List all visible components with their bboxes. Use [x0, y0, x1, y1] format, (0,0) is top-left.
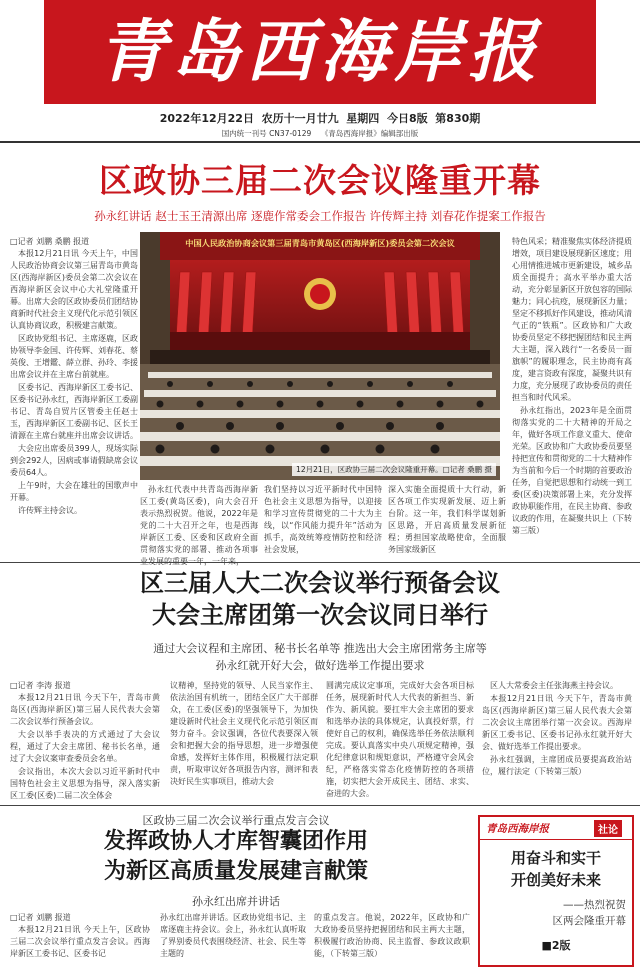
- article3-column-3: 的重点发言。他说，2022年，区政协和广大政协委员坚持把握团结和民主两大主题，积极履行政治协商、民主监督、参政议政职能，（下转第三版）: [314, 913, 470, 958]
- article1-column-1: [10, 248, 138, 558]
- conference-photo: [140, 232, 500, 480]
- article2-column-1: [10, 692, 160, 800]
- publication-info: [0, 128, 640, 139]
- editorial-title-line1: 用奋斗和实干: [510, 849, 601, 867]
- cn-number: 国内统一刊号 CN37-0129: [221, 129, 312, 138]
- article3-column-1: 本报12月21日讯 今天上午，区政协三届二次会议举行重点发言会议。西海岸新区工委书记、区委书记: [10, 925, 150, 958]
- article1-headline: 区政协三届二次会议隆重开幕: [99, 161, 541, 200]
- section-divider: [0, 562, 640, 563]
- article3-headline-line1: 发挥政协人才库智囊团作用: [103, 829, 368, 854]
- issue-date: 2022年12月22日: [159, 112, 254, 125]
- paragraph: 许传辉主持会议。: [18, 506, 82, 515]
- paragraph: 上午9时，大会在雄壮的国歌声中开幕。: [10, 481, 138, 502]
- article3-headline-line2: 为新区高质量发展建言献策: [103, 859, 368, 884]
- masthead-rule: [0, 141, 640, 143]
- article3-subheadline: 孙永红出席并讲话: [192, 895, 280, 908]
- paragraph: 本报12月21日讯 今天上午，中国人民政治协商会议第三届青岛市黄岛区(西海岸新区)委员会第二次会议在西海岸新区会议中心大礼堂隆重开幕。出席大会的区政协委员们团结协商新时代社会主义现代化示范引领区认真协商议政，积极建言献策。: [10, 249, 138, 330]
- article2-byline: □记者 李涛 报道: [10, 681, 71, 690]
- article2-subheadline-1: 通过大会议程和主席团、秘书长名单等 推选出大会主席团常务主席等: [153, 642, 487, 655]
- article1-subheadline: 孙永红讲话 赵士玉王清源出席 逐鹿作常委会工作报告 许传辉主持 刘春花作提案工作报告: [94, 209, 546, 223]
- photo-banner-text: 中国人民政治协商会议第三届青岛市黄岛区(西海岸新区)委员会第二次会议: [185, 238, 455, 248]
- editorial-page-reference[interactable]: ■2版: [541, 939, 571, 952]
- paragraph: 大会应出席委员399人，现场实际到会292人，因病或事请假缺席会议委员64人。: [10, 444, 138, 477]
- article1-byline: □记者 刘鹏 桑鹏 报道: [10, 237, 90, 246]
- paragraph: 本报12月21日讯 今天下午，青岛市黄岛区(西海岸新区)第三届人民代表大会第二次会议举行预备会议。: [10, 693, 160, 726]
- paragraph: 会议指出，本次大会以习近平新时代中国特色社会主义思想为指导，深入落实新区工委(区委)二届二次全体会: [10, 767, 160, 800]
- paragraph: 大会以举手表决的方式通过了大会议程，通过了大会主席团、秘书长名单，通过了大会议案审查委员会名单。: [10, 730, 160, 763]
- publisher: 《青岛西海岸报》编辑部出版: [320, 129, 419, 138]
- article2-headline-line2: 大会主席团第一次会议同日举行: [152, 601, 488, 629]
- editorial-tag: 社论: [594, 820, 622, 837]
- article1-column-5: [512, 236, 632, 558]
- paragraph: 区委书记、西海岸新区工委书记、区委书记孙永红，西海岸新区工委副书记、青岛自贸片区管委主任赵士玉，西海岸新区工委副书记、区长王清源在主席台就座并出席会议讲话。: [10, 383, 138, 440]
- photo-illustration: [140, 232, 500, 480]
- masthead-banner: [44, 0, 596, 104]
- dateline: [0, 110, 640, 126]
- section-divider: [0, 805, 640, 806]
- editorial-brand: 青岛西海岸报: [486, 823, 549, 835]
- paragraph: 本报12月21日讯 今天下午，青岛市黄岛区(西海岸新区)第三届人民代表大会第二次会议主席团举行第一次会议。西海岸新区工委书记、区委书记孙永红就开好大会、做好选举工作提出要求。: [482, 694, 632, 751]
- article3-column-2: 孙永红出席并讲话。区政协党组书记、主席逐鹿主持会议。会上，孙永红认真听取了界别委员代表围绕经济、社会、民生等主题的: [160, 913, 306, 958]
- article1-column-4: 深入实施全面提质十大行动，新区各项工作实现新发展、迈上新台阶。这一年，我们科学谋划新区思路，开启高质量发展新征程；勇担国家战略使命，全面服务国家级新区: [388, 485, 506, 554]
- article3-byline: □记者 刘鹏 报道: [10, 913, 71, 922]
- lunar-date: 农历十一月廿九: [261, 112, 339, 125]
- article3-kicker: 区政协三届二次会议举行重点发言会议: [142, 814, 330, 827]
- paragraph: 特色风采；精准聚焦实体经济提质增效，项目建设展现新区速度；用心用情推进城市更新建设，城乡品质全面提升；高水平举办重大活动，充分彰显新区开放包容的国际魅力；同心抗疫，展现新区力量；坚定不移抓好作风建设，推动风清气正的“铁瓶”。区政协和广大政协委员坚定不移把握团结和民主两大主题，深入践行“一名委员一面旗帜”的履职理念，民主协商有高度，建言资政有深度，凝聚共识有力度，充分展现了政协委员的责任担当和时代风采。: [512, 237, 632, 402]
- article2-headline-line1: 区三届人大二次会议举行预备会议: [140, 569, 500, 597]
- editorial-title-line2: 开创美好未来: [510, 871, 601, 889]
- editorial-subtitle-line1: ——热烈祝贺: [563, 899, 626, 911]
- paragraph: 区政协党组书记、主席逐鹿，区政协领导李金国、许传辉、刘春花、蔡英俊、王增鑑、薛立群、孙玲、李援出席会议并在主席台前就座。: [10, 334, 138, 379]
- editorial-header: [480, 817, 632, 840]
- editorial-box[interactable]: [478, 815, 634, 967]
- article1-column-2: 孙永红代表中共青岛西海岸新区工委(黄岛区委)，向大会召开表示热烈祝贺。他说，2022年是党的二十大召开之年，也是西海岸新区工委、区委和区政府全面贯彻落实党的部署、推动各项事: [140, 485, 258, 554]
- article2-column-4: [482, 680, 632, 800]
- paragraph: 孙永红指出，2023年是全面贯彻落实党的二十大精神的开局之年，做好各项工作意义重大、使命光荣。区政协和广大政协委员要坚持把宣传和贯彻党的二十大精神作为当前和今后一个时期的首要政治任务，自觉把思想和行动统一到工委(区委)决策部署上来，充分发挥政协职能作用，在民主协商、参政议政的作用，在凝聚共识上（下转第三版）: [512, 406, 632, 535]
- issue-number: 第830期: [435, 112, 481, 125]
- editorial-subtitle-line2: 区两会隆重开幕: [552, 915, 626, 927]
- weekday: 星期四: [346, 112, 380, 125]
- paragraph: 孙永红强调，主席团成员要提高政治站位，履行法定（下转第三版）: [482, 755, 632, 776]
- article2-column-3: 圆满完成议定事项，完成好大会各项目标任务，展现新时代人大代表的新担当、新作为、新风貌。要扛牢大会主席团的要求和选举办法的具体规定，认真投好票，行使好自己的权利，确保选举任务依法顺利完成。要认真落实中央八项规定精神，强化纪律意识和规矩意识，严格遵守会风会纪，严格落实常态化疫情防控的各项措施，切实把大会开成民主、团结、求实、奋进的大会。: [326, 681, 474, 798]
- article2-subheadline-2: 孙永红就开好大会，做好选举工作提出要求: [215, 659, 425, 672]
- page-count: 今日8版: [386, 112, 428, 125]
- article1-column-3: 我们坚持以习近平新时代中国特色社会主义思想为指导，以迎接和学习宣传贯彻党的二十大为主线，以“作风能力提升年”活动为抓手，高效统筹疫情防控和经济社会发展，: [264, 485, 382, 554]
- photo-caption: 12月21日，区政协三届二次会议隆重开幕。□记者 桑鹏 摄: [292, 463, 496, 476]
- article2-column-2: 议精神，坚持党的领导、人民当家作主、依法治国有机统一，团结全区广大干部群众，在工委(区委)的坚强领导下，为加快建设新时代社会主义现代化示范引领区而努力奋斗。会议强调，各位代表要深入领会和把握大会的指导思想，进一步增强使命感，发挥好主体作用，积极履行法定职责，听取审议好各项报告内容，测评和表决好民生实事项目，推动大会: [170, 681, 318, 786]
- masthead-title: 青岛西海岸报: [97, 12, 542, 92]
- paragraph: 区人大常委会主任张海燕主持会议。: [490, 681, 618, 690]
